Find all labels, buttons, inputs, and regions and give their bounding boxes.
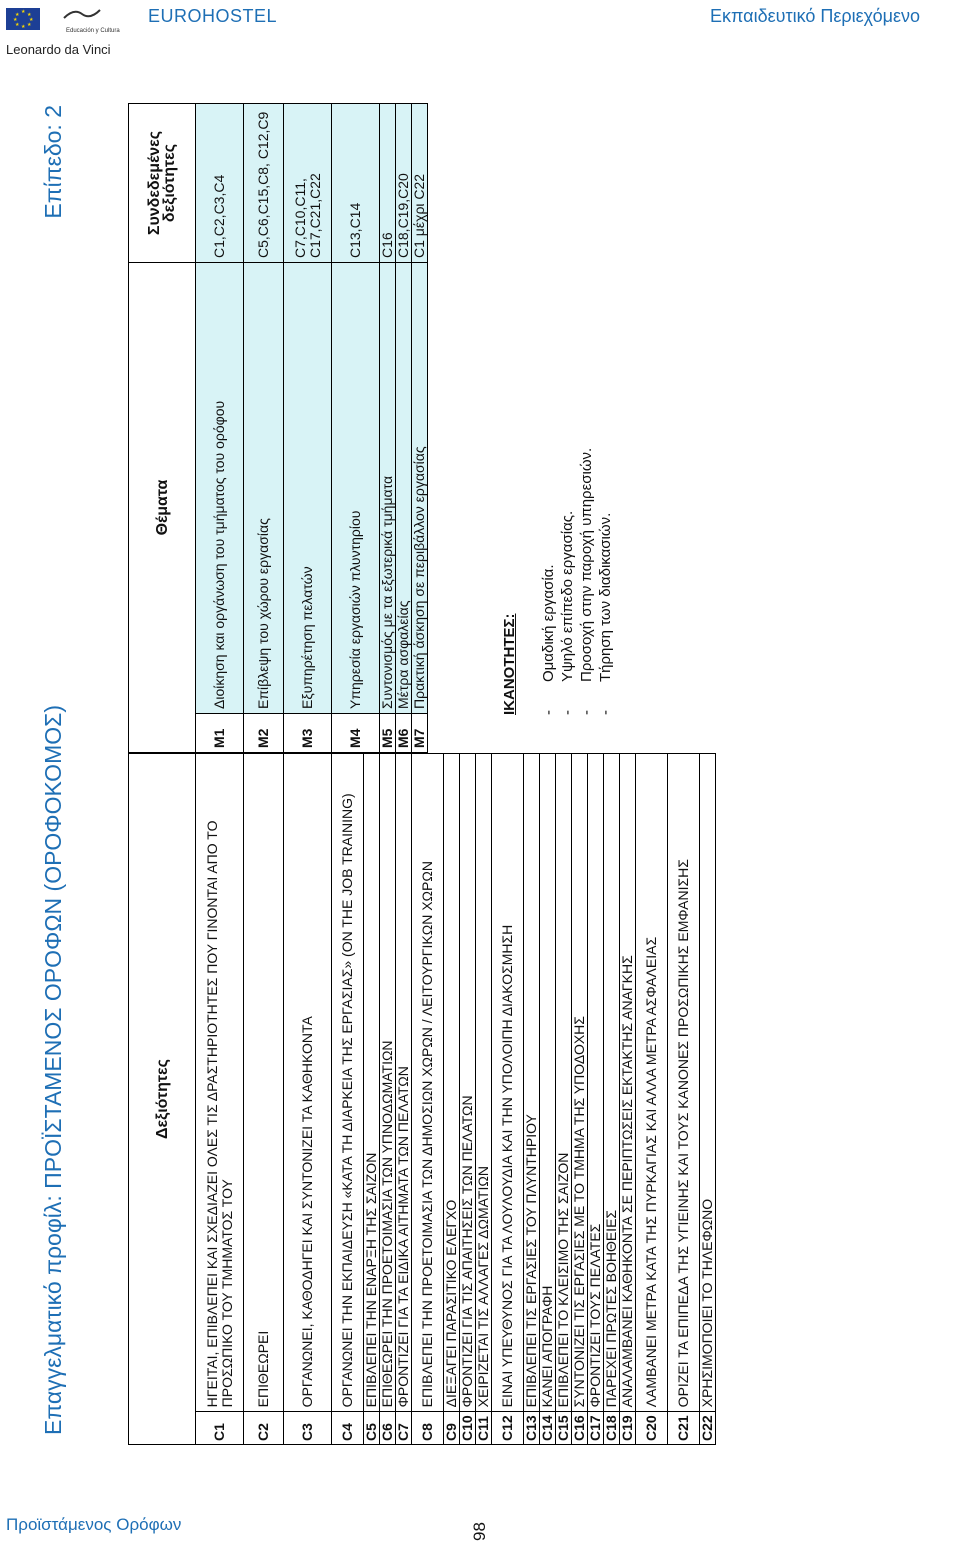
skill-code: C4 — [332, 1412, 364, 1445]
skill-code: C18 — [604, 1412, 620, 1445]
skill-code: C3 — [284, 1412, 332, 1445]
module-linked: C7,C10,C11, C17,C21,C22 — [284, 104, 332, 263]
module-row — [244, 104, 284, 753]
module-text: Υπηρεσία εργασιών πλυντηρίου — [332, 263, 380, 714]
skill-code: C12 — [492, 1412, 524, 1445]
skill-text: ΣΥΝΤΟΝΙΖΕΙ ΤΙΣ ΕΡΓΑΣΙΕΣ ΜΕ ΤΟ ΤΜΗΜΑ ΤΗΣ ΥΠΟΔΟΧΗΣ — [572, 754, 588, 1412]
module-text: Διοίκηση και οργάνωση του τμήματος του ορόφου — [196, 263, 244, 714]
skill-code: C2 — [244, 1412, 284, 1445]
page-number: 98 — [470, 1522, 489, 1541]
skill-row — [380, 754, 396, 1445]
skill-row — [588, 754, 604, 1445]
skill-code: C5 — [364, 1412, 380, 1445]
skill-text: ΟΡΓΑΝΩΝΕΙ ΤΗΝ ΕΚΠΑΙΔΕΥΣΗ «ΚΑΤΑ ΤΗ ΔΙΑΡΚΕΙΑ ΤΗΣ ΕΡΓΑΣΙΑΣ» (ON THE JOB TRAINING) — [332, 754, 364, 1412]
rotated-content — [40, 105, 900, 1441]
modules-table — [128, 103, 428, 753]
module-text: Συντονισμός με τα εξωτερικά τμήματα — [380, 263, 396, 714]
skill-row — [572, 754, 588, 1445]
skill-text: ΛΑΜΒΑΝΕΙ ΜΕΤΡΑ ΚΑΤΑ ΤΗΣ ΠΥΡΚΑΓΙΑΣ ΚΑΙ ΑΛΛΑ ΜΕΤΡΑ ΑΣΦΑΛΕΙΑΣ — [636, 754, 668, 1412]
program-text: Educación y Cultura — [66, 28, 120, 34]
module-row — [396, 104, 412, 753]
skill-text: ΕΠΙΘΕΩΡΕΙ — [244, 754, 284, 1412]
skill-code: C22 — [700, 1412, 716, 1445]
page-title: Επαγγελματικό προφίλ: ΠΡΟΪΣΤΑΜΕΝΟΣ ΟΡΟΦΩΝ (ΟΡΟΦΟΚΟΜΟΣ) — [40, 704, 66, 1435]
skill-text: ΕΠΙΒΛΕΠΕΙ ΤΟ ΚΛΕΙΣΙΜΟ ΤΗΣ ΣΑΙΖΟΝ — [556, 754, 572, 1412]
skill-text: ΑΝΑΛΑΜΒΑΝΕΙ ΚΑΘΗΚΟΝΤΑ ΣΕ ΠΕΡΙΠΤΩΣΕΙΣ ΕΚΤΑΚΤΗΣ ΑΝΑΓΚΗΣ — [620, 754, 636, 1412]
module-code: M7 — [412, 714, 428, 753]
ability-text: Ομαδική εργασία. — [540, 564, 557, 682]
skill-text: ΕΙΝΑΙ ΥΠΕΥΘΥΝΟΣ ΓΙΑ ΤΑ ΛΟΥΛΟΥΔΙΑ ΚΑΙ ΤΗΝ ΥΠΟΛΟΙΠΗ ΔΙΑΚΟΣΜΗΣΗ — [492, 754, 524, 1412]
skill-row — [556, 754, 572, 1445]
module-code: M5 — [380, 714, 396, 753]
abilities-section — [500, 448, 615, 715]
skill-row — [196, 754, 244, 1445]
skill-code: C20 — [636, 1412, 668, 1445]
section-name: Εκπαιδευτικό Περιεχόμενο — [710, 6, 921, 26]
skill-text: ΕΠΙΒΛΕΠΕΙ ΤΗΝ ΕΝΑΡΞΗ ΤΗΣ ΣΑΙΖΟΝ — [364, 754, 380, 1412]
skill-text: ΕΠΙΒΛΕΠΕΙ ΤΗΝ ΠΡΟΕΤΟΙΜΑΣΙΑ ΤΩΝ ΔΗΜΟΣΙΩΝ ΧΩΡΩΝ / ΛΕΙΤΟΥΡΓΙΚΩΝ ΧΩΡΩΝ — [412, 754, 444, 1412]
skill-row — [524, 754, 540, 1445]
skill-text: ΕΠΙΘΕΩΡΕΙ ΤΗΝ ΠΡΟΕΤΟΙΜΑΣΙΑ ΤΩΝ ΥΠΝΟΔΩΜΑΤΙΩΝ — [380, 754, 396, 1412]
module-text: Εξυπηρέτηση πελατών — [284, 263, 332, 714]
skill-row — [284, 754, 332, 1445]
module-linked: C13,C14 — [332, 104, 380, 263]
skill-row — [460, 754, 476, 1445]
bullet-dash: - — [578, 710, 595, 715]
skill-row — [476, 754, 492, 1445]
skill-code: C19 — [620, 1412, 636, 1445]
ability-item — [577, 448, 596, 715]
modules-header: Θέματα — [129, 263, 196, 753]
skill-row — [244, 754, 284, 1445]
module-row — [332, 104, 380, 753]
ability-item — [558, 448, 577, 715]
module-code: M2 — [244, 714, 284, 753]
skill-text: ΗΓΕΙΤΑΙ, ΕΠΙΒΛΕΠΕΙ ΚΑΙ ΣΧΕΔΙΑΖΕΙ ΟΛΕΣ ΤΙΣ ΔΡΑΣΤΗΡΙΟΤΗΤΕΣ ΠΟΥ ΓΙΝΟΝΤΑΙ ΑΠΟ ΤΟ ΠΡΟΣΩΠΙΚΟ ΤΟΥ ΤΜΗΜΑΤΟΣ ΤΟΥ — [196, 754, 244, 1412]
skill-code: C1 — [196, 1412, 244, 1445]
skill-text: ΦΡΟΝΤΙΖΕΙ ΤΟΥΣ ΠΕΛΑΤΕΣ — [588, 754, 604, 1412]
module-row — [412, 104, 428, 753]
skill-row — [412, 754, 444, 1445]
skill-code: C14 — [540, 1412, 556, 1445]
skills-table — [128, 753, 716, 1445]
skill-code: C9 — [444, 1412, 460, 1445]
skill-code: C10 — [460, 1412, 476, 1445]
skill-text: ΟΡΙΖΕΙ ΤΑ ΕΠΙΠΕΔΑ ΤΗΣ ΥΓΙΕΙΝΗΣ ΚΑΙ ΤΟΥΣ ΚΑΝΟΝΕΣ ΠΡΟΣΩΠΙΚΗΣ ΕΜΦΑΝΙΣΗΣ — [668, 754, 700, 1412]
module-row — [380, 104, 396, 753]
skill-row — [332, 754, 364, 1445]
skill-row — [540, 754, 556, 1445]
module-linked: C16 — [380, 104, 396, 263]
module-linked: C1 μέχρι C22 — [412, 104, 428, 263]
skill-text: ΦΡΟΝΤΙΖΕΙ ΓΙΑ ΤΙΣ ΑΠΑΙΤΗΣΕΙΣ ΤΩΝ ΠΕΛΑΤΩΝ — [460, 754, 476, 1412]
skill-code: C6 — [380, 1412, 396, 1445]
skill-row — [492, 754, 524, 1445]
skill-text: ΔΙΕΞΑΓΕΙ ΠΑΡΑΣΙΤΙΚΟ ΕΛΕΓΧΟ — [444, 754, 460, 1412]
skill-row — [636, 754, 668, 1445]
module-row — [284, 104, 332, 753]
module-code: M6 — [396, 714, 412, 753]
abilities-title: ΙΚΑΝΟΤΗΤΕΣ: — [501, 613, 518, 715]
level-label: Επίπεδο: 2 — [40, 105, 66, 219]
skill-row — [444, 754, 460, 1445]
module-code: M1 — [196, 714, 244, 753]
skill-row — [396, 754, 412, 1445]
skill-text: ΟΡΓΑΝΩΝΕΙ, ΚΑΘΟΔΗΓΕΙ ΚΑΙ ΣΥΝΤΟΝΙΖΕΙ ΤΑ ΚΑΘΗΚΟΝΤΑ — [284, 754, 332, 1412]
eu-flag-icon: ★ ★ ★ ★ ★ ★ ★ ★ — [6, 8, 40, 30]
skill-text: ΚΑΝΕΙ ΑΠΟΓΡΑΦΗ — [540, 754, 556, 1412]
skill-row — [364, 754, 380, 1445]
ability-item — [539, 448, 558, 715]
bullet-dash: - — [597, 710, 614, 715]
leonardo-label: Leonardo da Vinci — [6, 42, 111, 57]
module-text: Πρακτική άσκηση σε περιβάλλον εργασίας — [412, 263, 428, 714]
bullet-dash: - — [540, 710, 557, 715]
skill-code: C7 — [396, 1412, 412, 1445]
skill-text: ΦΡΟΝΤΙΖΕΙ ΓΙΑ ΤΑ ΕΙΔΙΚΑ ΑΙΤΗΜΑΤΑ ΤΩΝ ΠΕΛΑΤΩΝ — [396, 754, 412, 1412]
skill-code: C8 — [412, 1412, 444, 1445]
skill-code: C21 — [668, 1412, 700, 1445]
skill-code: C11 — [476, 1412, 492, 1445]
skill-text: ΧΕΙΡΙΖΕΤΑΙ ΤΙΣ ΑΛΛΑΓΕΣ ΔΩΜΑΤΙΩΝ — [476, 754, 492, 1412]
skill-text: ΧΡΗΣΙΜΟΠΟΙΕΙ ΤΟ ΤΗΛΕΦΩΝΟ — [700, 754, 716, 1412]
module-linked: C18,C19,C20 — [396, 104, 412, 263]
skill-code: C13 — [524, 1412, 540, 1445]
skill-row — [620, 754, 636, 1445]
skill-code: C17 — [588, 1412, 604, 1445]
ability-text: Προσοχή στην παροχή υπηρεσιών. — [578, 447, 595, 682]
module-text: Μέτρα ασφαλείας — [396, 263, 412, 714]
module-row — [196, 104, 244, 753]
ability-text: Τήρηση των διαδικασιών. — [597, 512, 614, 682]
module-code: M3 — [284, 714, 332, 753]
ability-item — [596, 448, 615, 715]
skill-row — [700, 754, 716, 1445]
skill-code: C15 — [556, 1412, 572, 1445]
module-code: M4 — [332, 714, 380, 753]
project-name: EUROHOSTEL — [148, 6, 278, 26]
ability-text: Υψηλό επίπεδο εργασίας. — [559, 510, 576, 682]
module-linked: C5,C6,C15,C8, C12,C9 — [244, 104, 284, 263]
module-text: Επίβλεψη του χώρου εργασίας — [244, 263, 284, 714]
footer-role: Προϊστάμενος Ορόφων — [6, 1515, 182, 1534]
skill-code: C16 — [572, 1412, 588, 1445]
skills-header: Δεξιότητες — [129, 754, 196, 1445]
program-logo-icon — [62, 6, 102, 22]
skill-text: ΕΠΙΒΛΕΠΕΙ ΤΙΣ ΕΡΓΑΣΙΕΣ ΤΟΥ ΠΛΥΝΤΗΡΙΟΥ — [524, 754, 540, 1412]
skill-row — [668, 754, 700, 1445]
bullet-dash: - — [559, 710, 576, 715]
linked-skills-header: Συνδεδεμένες δεξιότητες — [129, 104, 196, 263]
skill-text: ΠΑΡΕΧΕΙ ΠΡΩΤΕΣ ΒΟΗΘΕΙΕΣ — [604, 754, 620, 1412]
module-linked: C1,C2,C3,C4 — [196, 104, 244, 263]
skill-row — [604, 754, 620, 1445]
